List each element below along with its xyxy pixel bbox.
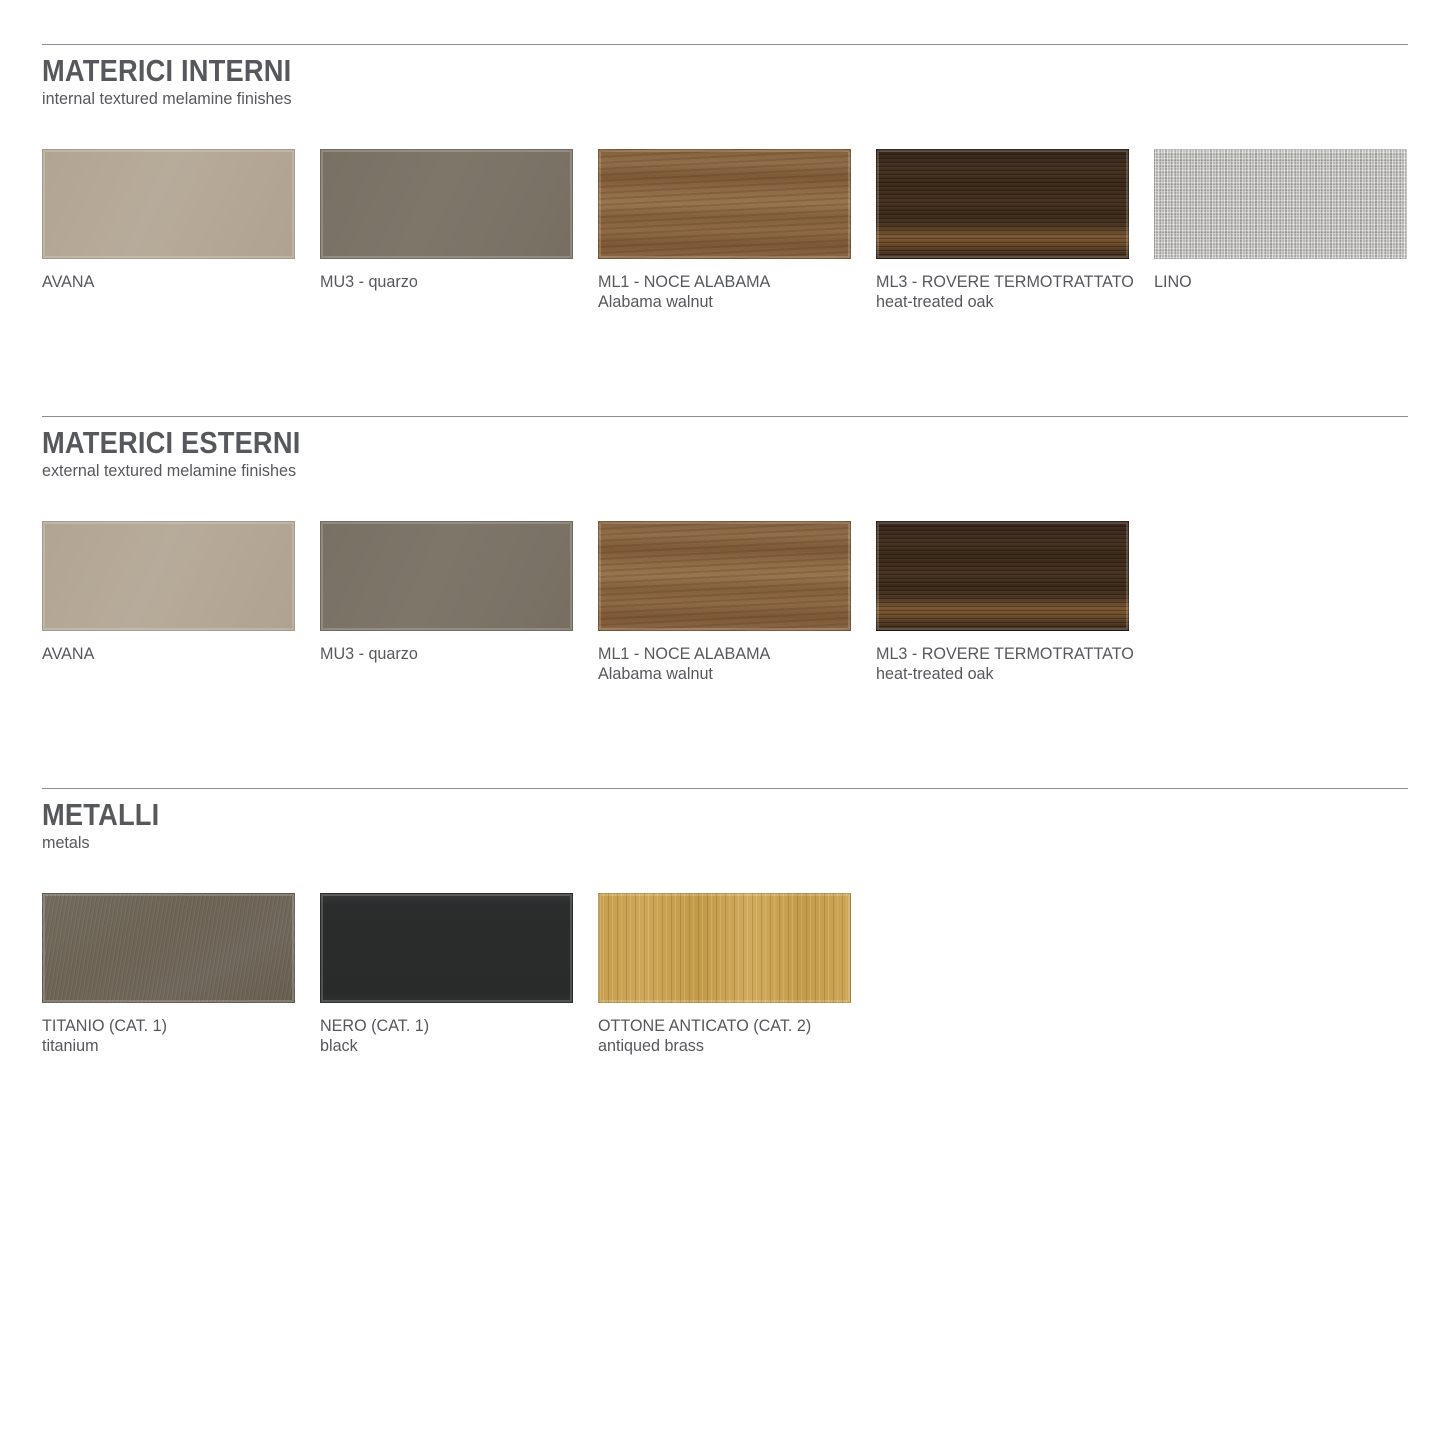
swatch-item xyxy=(876,521,1134,684)
swatch-row xyxy=(42,893,1408,1056)
section-title: MATERICI INTERNI xyxy=(42,53,292,88)
alabama-walnut-swatch xyxy=(598,521,851,631)
swatch-translation: heat-treated oak xyxy=(876,664,994,683)
heat-treated-oak-swatch xyxy=(876,521,1129,631)
swatch-code: ML1 - NOCE ALABAMA xyxy=(598,272,771,291)
section-subtitle: internal textured melamine finishes xyxy=(42,89,292,108)
swatch-code: MU3 - quarzo xyxy=(320,272,418,291)
swatch-label xyxy=(876,272,1134,312)
swatch-item xyxy=(42,893,295,1056)
section-materici-esterni xyxy=(42,416,1408,684)
titanium-metal-swatch xyxy=(42,893,295,1003)
section-metalli xyxy=(42,788,1408,1056)
swatch-code: ML3 - ROVERE TERMOTRATTATO xyxy=(876,644,1134,663)
antiqued-brass-metal-swatch xyxy=(598,893,851,1003)
swatch-label xyxy=(598,272,851,312)
swatch-label xyxy=(598,1016,851,1056)
swatch-code: ML3 - ROVERE TERMOTRATTATO xyxy=(876,272,1134,291)
heat-treated-oak-swatch xyxy=(876,149,1129,259)
swatch-translation: titanium xyxy=(42,1036,99,1055)
swatch-label xyxy=(320,1016,573,1056)
avana-melamine-swatch xyxy=(42,149,295,259)
swatch-code: ML1 - NOCE ALABAMA xyxy=(598,644,771,663)
swatch-code: MU3 - quarzo xyxy=(320,644,418,663)
swatch-label xyxy=(42,272,295,292)
section-subtitle: metals xyxy=(42,833,90,852)
black-metal-swatch xyxy=(320,893,573,1003)
swatch-label xyxy=(876,644,1134,684)
swatch-code: AVANA xyxy=(42,272,95,291)
swatch-code: TITANIO (CAT. 1) xyxy=(42,1016,168,1035)
swatch-item xyxy=(320,521,573,684)
swatch-translation: black xyxy=(320,1036,358,1055)
swatch-label xyxy=(42,644,295,664)
swatch-item xyxy=(320,149,573,312)
swatch-label xyxy=(320,272,573,292)
section-divider xyxy=(42,416,1408,417)
swatch-row xyxy=(42,149,1408,312)
swatch-item xyxy=(42,149,295,312)
swatch-item xyxy=(598,521,851,684)
swatch-translation: heat-treated oak xyxy=(876,292,994,311)
swatch-item xyxy=(320,893,573,1056)
swatch-translation: Alabama walnut xyxy=(598,664,713,683)
swatch-label xyxy=(320,644,573,664)
quarzo-melamine-swatch xyxy=(320,521,573,631)
swatch-code: OTTONE ANTICATO (CAT. 2) xyxy=(598,1016,812,1035)
section-materici-interni xyxy=(42,44,1408,312)
swatch-label xyxy=(1154,272,1407,292)
section-subtitle: external textured melamine finishes xyxy=(42,461,297,480)
quarzo-melamine-swatch xyxy=(320,149,573,259)
swatch-code: LINO xyxy=(1154,272,1192,291)
section-divider xyxy=(42,44,1408,45)
swatch-code: AVANA xyxy=(42,644,95,663)
swatch-item xyxy=(598,893,851,1056)
swatch-translation: Alabama walnut xyxy=(598,292,713,311)
section-divider xyxy=(42,788,1408,789)
swatch-item xyxy=(598,149,851,312)
swatch-code: NERO (CAT. 1) xyxy=(320,1016,430,1035)
swatch-item xyxy=(1154,149,1407,312)
swatch-label xyxy=(598,644,851,684)
section-title: MATERICI ESTERNI xyxy=(42,425,301,460)
section-title: METALLI xyxy=(42,797,160,832)
swatch-item xyxy=(876,149,1134,312)
swatch-item xyxy=(42,521,295,684)
avana-melamine-swatch xyxy=(42,521,295,631)
swatch-translation: antiqued brass xyxy=(598,1036,704,1055)
swatch-label xyxy=(42,1016,295,1056)
alabama-walnut-swatch xyxy=(598,149,851,259)
swatch-row xyxy=(42,521,1408,684)
linen-fabric-swatch xyxy=(1154,149,1407,259)
